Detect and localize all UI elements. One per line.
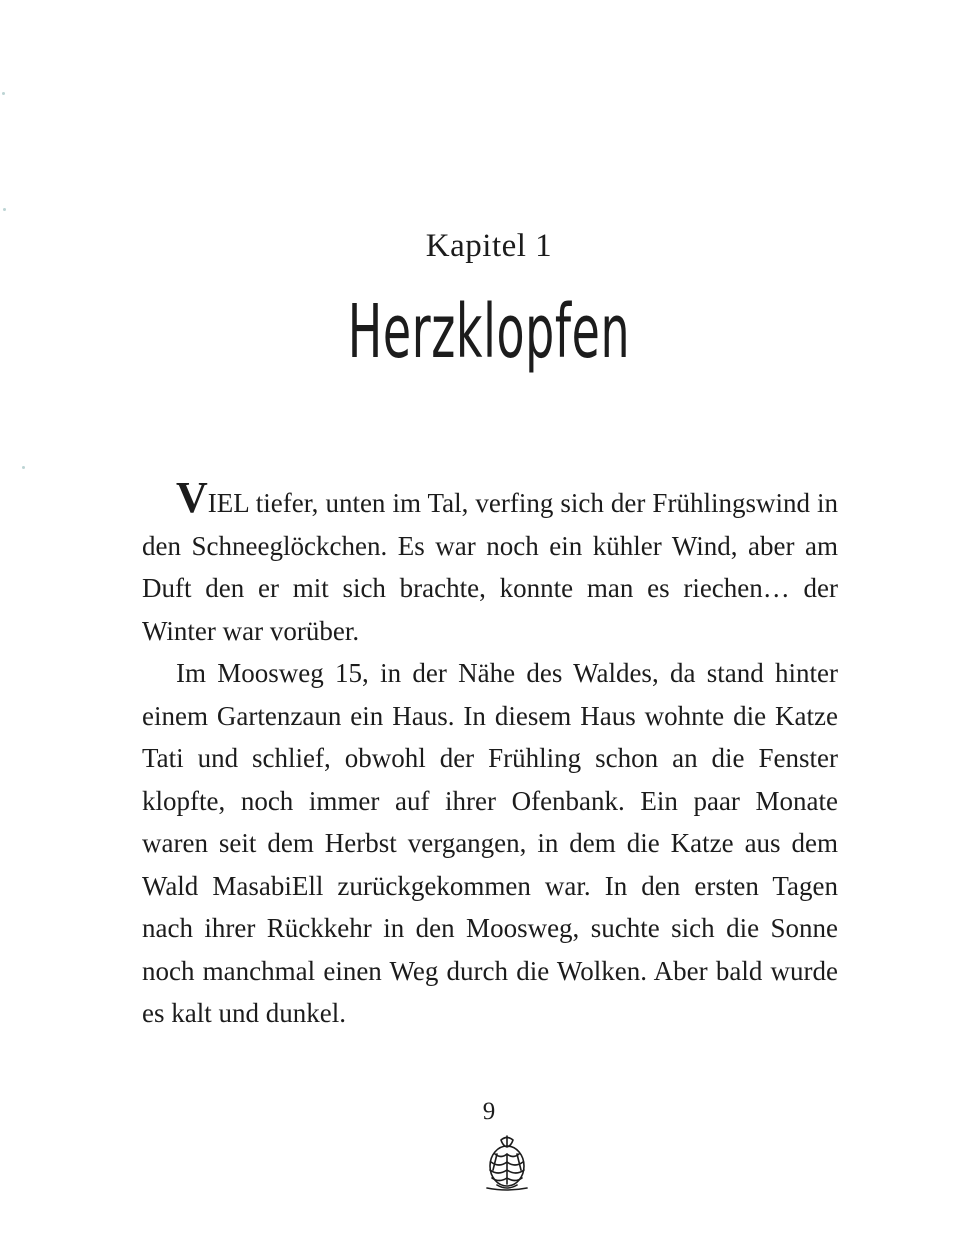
page-number: 9 xyxy=(482,1098,496,1125)
chapter-label: Kapitel 1 xyxy=(425,228,553,264)
margin-speck xyxy=(22,466,25,469)
paragraph-text: IEL tiefer, unten im Tal, verfing sich der Frühlingswind in den Schneeglöckchen. Es war noch ein kühler Wind, aber am Duft den er mit sich brachte, konnte man es riechen… der Winter war vorüber. xyxy=(142,488,838,646)
chapter-title: Herzklopfen xyxy=(347,289,631,375)
paragraph xyxy=(142,473,838,652)
paragraph: Im Moosweg 15, in der Nähe des Waldes, da stand hinter einem Gartenzaun ein Haus. In diesem Haus wohnte die Katze Tati und schlief, obwohl der Frühling schon an die Fenster klopfte, noch immer auf ihrer Ofenbank. Ein paar Monate waren seit dem Herbst vergangen, in dem die Katze aus dem Wald MasabiEll zurückgekommen war. In den ersten Tagen nach ihrer Rückkehr in den Moosweg, suchte sich die Sonne noch manchmal einen Weg durch die Wolken. Aber bald wurde es kalt und dunkel. xyxy=(142,658,838,1028)
pinecone-icon xyxy=(483,1134,531,1192)
body-text xyxy=(142,473,838,1035)
margin-speck xyxy=(2,92,5,95)
drop-cap: V xyxy=(176,473,208,522)
margin-speck xyxy=(3,208,6,211)
